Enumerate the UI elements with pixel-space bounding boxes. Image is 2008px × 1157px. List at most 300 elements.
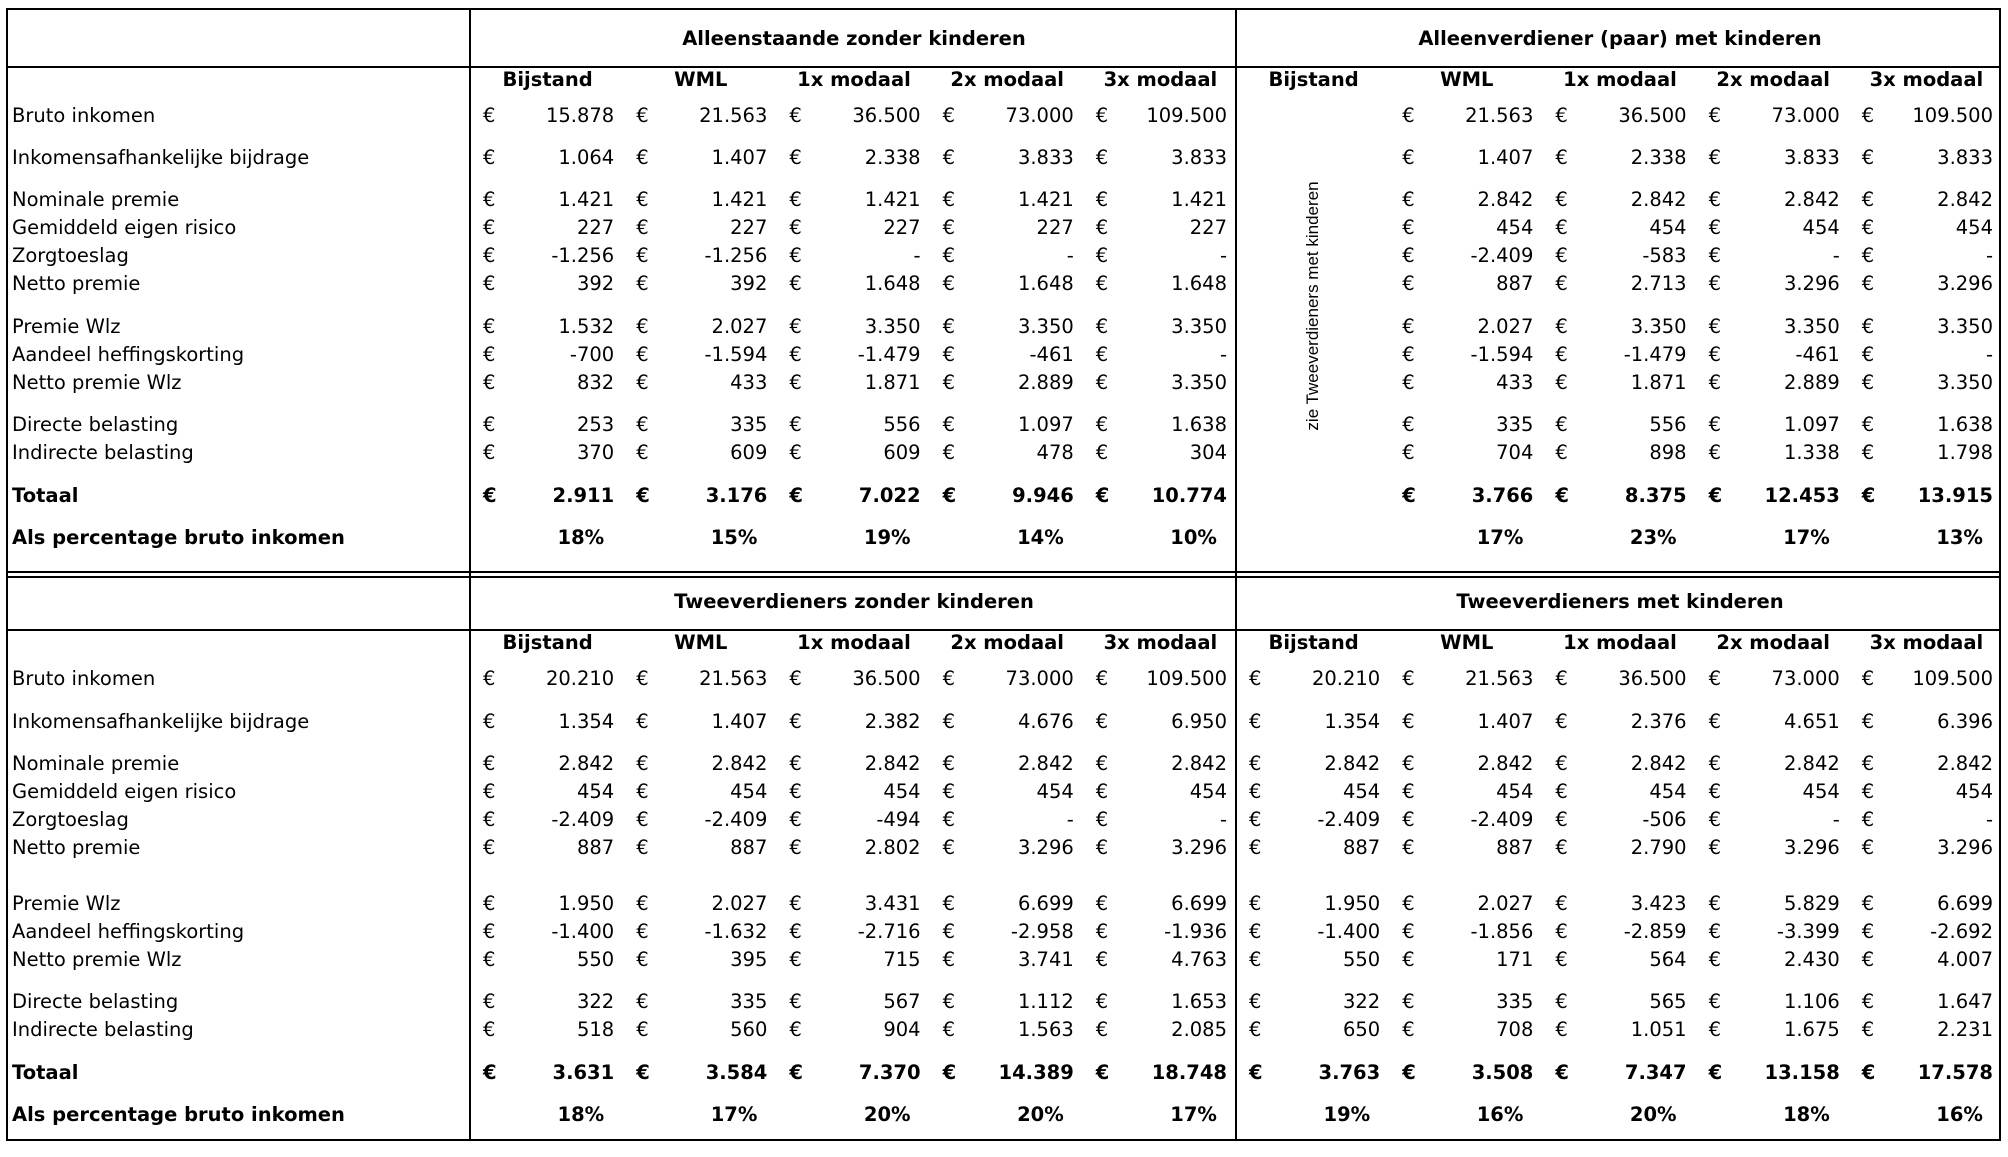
group-title: Tweeverdieners met kinderen <box>1456 590 1784 613</box>
currency-symbol: € <box>789 808 802 831</box>
currency-symbol: € <box>1861 484 1876 507</box>
value-cell: 9.946 <box>1012 484 1074 507</box>
currency-symbol: € <box>483 188 496 211</box>
value-cell: 454 <box>1802 216 1840 239</box>
table-block-1 <box>6 8 2001 578</box>
currency-symbol: € <box>1402 1061 1416 1084</box>
value-cell: 3.631 <box>552 1061 615 1084</box>
percentage-cell: 14% <box>1017 526 1064 549</box>
value-cell: 3.296 <box>1783 836 1840 859</box>
currency-symbol: € <box>483 103 496 127</box>
value-cell: 392 <box>576 272 615 295</box>
value-cell: 1.798 <box>1937 441 1993 464</box>
currency-symbol: € <box>1402 710 1415 733</box>
value-cell: -1.856 <box>1470 920 1534 943</box>
currency-symbol: € <box>942 343 956 366</box>
value-cell: 3.296 <box>1171 836 1227 859</box>
row-label-percentage: Als percentage bruto inkomen <box>12 526 345 549</box>
currency-symbol: € <box>483 920 496 943</box>
value-cell: 887 <box>1342 836 1381 859</box>
currency-symbol: € <box>789 371 802 394</box>
currency-symbol: € <box>1861 1061 1876 1084</box>
value-cell: 556 <box>1649 413 1687 436</box>
value-cell: 650 <box>1342 1018 1381 1041</box>
percentage-cell: 16% <box>1476 1103 1524 1126</box>
currency-symbol: € <box>942 836 956 859</box>
value-cell: 1.421 <box>864 188 921 211</box>
currency-symbol: € <box>1095 272 1109 295</box>
row-label-premie_wlz: Premie Wlz <box>12 892 121 915</box>
value-cell: 370 <box>576 441 615 464</box>
currency-symbol: € <box>483 836 496 859</box>
currency-symbol: € <box>1249 948 1262 971</box>
value-cell: 2.842 <box>1630 752 1687 775</box>
percentage-cell: 18% <box>557 526 605 549</box>
currency-symbol: € <box>1861 244 1875 267</box>
value-cell: 1.064 <box>558 146 615 169</box>
value-cell: 4.763 <box>1171 948 1227 971</box>
currency-symbol: € <box>789 1018 802 1041</box>
currency-symbol: € <box>1095 808 1109 831</box>
column-header: WML <box>1440 68 1494 91</box>
value-cell: 433 <box>1496 371 1534 394</box>
value-cell: 227 <box>576 216 615 239</box>
row-label-directe: Directe belasting <box>12 990 179 1013</box>
value-cell: 454 <box>1496 216 1534 239</box>
value-cell: 395 <box>730 948 768 971</box>
currency-symbol: € <box>1861 892 1875 915</box>
currency-symbol: € <box>1249 1061 1263 1084</box>
value-cell: 560 <box>730 1018 768 1041</box>
value-cell: -1.400 <box>1317 920 1381 943</box>
currency-symbol: € <box>789 188 802 211</box>
currency-symbol: € <box>1555 484 1569 507</box>
row-label-iab: Inkomensafhankelijke bijdrage <box>12 146 310 169</box>
column-divider-1 <box>469 10 471 576</box>
currency-symbol: € <box>483 808 496 831</box>
currency-symbol: € <box>1861 948 1875 971</box>
currency-symbol: € <box>1708 371 1722 394</box>
currency-symbol: € <box>1555 667 1568 690</box>
currency-symbol: € <box>1708 188 1722 211</box>
currency-symbol: € <box>1861 808 1875 831</box>
currency-symbol: € <box>1402 892 1415 915</box>
currency-symbol: € <box>1249 990 1262 1013</box>
value-cell: 2.338 <box>864 146 921 169</box>
currency-symbol: € <box>1555 272 1568 295</box>
value-cell: - <box>1985 808 1993 831</box>
currency-symbol: € <box>1095 1061 1110 1084</box>
value-cell: 1.354 <box>1324 710 1381 733</box>
currency-symbol: € <box>1555 343 1568 366</box>
currency-symbol: € <box>636 1061 650 1084</box>
currency-symbol: € <box>1861 216 1875 239</box>
currency-symbol: € <box>789 315 802 338</box>
value-cell: -700 <box>569 343 615 366</box>
value-cell: 887 <box>1496 272 1534 295</box>
currency-symbol: € <box>636 920 649 943</box>
column-header: 3x modaal <box>1869 68 1984 91</box>
currency-symbol: € <box>1861 272 1875 295</box>
currency-symbol: € <box>483 484 497 507</box>
value-cell: - <box>1985 343 1993 366</box>
value-cell: 109.500 <box>1912 667 1993 690</box>
currency-symbol: € <box>1249 892 1262 915</box>
group-title: Alleenstaande zonder kinderen <box>682 27 1026 50</box>
currency-symbol: € <box>789 920 802 943</box>
currency-symbol: € <box>1708 272 1722 295</box>
value-cell: 454 <box>1036 780 1074 803</box>
value-cell: 708 <box>1496 1018 1534 1041</box>
percentage-cell: 17% <box>1783 526 1830 549</box>
value-cell: 2.842 <box>1324 752 1381 775</box>
value-cell: 20.210 <box>1311 667 1381 690</box>
currency-symbol: € <box>636 836 649 859</box>
value-cell: 109.500 <box>1146 667 1227 690</box>
value-cell: 12.453 <box>1764 484 1840 507</box>
value-cell: 1.871 <box>1630 371 1687 394</box>
currency-symbol: € <box>636 244 649 267</box>
currency-symbol: € <box>942 752 956 775</box>
currency-symbol: € <box>483 1061 497 1084</box>
value-cell: - <box>1219 808 1227 831</box>
currency-symbol: € <box>1095 103 1109 127</box>
currency-symbol: € <box>1555 1018 1568 1041</box>
row-label-eigen_risico: Gemiddeld eigen risico <box>12 216 237 239</box>
value-cell: -2.409 <box>1470 808 1534 831</box>
value-cell: 335 <box>1496 990 1534 1013</box>
currency-symbol: € <box>1095 188 1109 211</box>
value-cell: -3.399 <box>1776 920 1840 943</box>
value-cell: 3.350 <box>1783 315 1840 338</box>
column-header: 2x modaal <box>950 68 1064 91</box>
currency-symbol: € <box>1402 484 1416 507</box>
currency-symbol: € <box>483 990 496 1013</box>
value-cell: -494 <box>876 808 921 831</box>
value-cell: 1.051 <box>1630 1018 1687 1041</box>
value-cell: -2.859 <box>1623 920 1687 943</box>
value-cell: 454 <box>1649 216 1687 239</box>
group-title: Alleenverdiener (paar) met kinderen <box>1418 27 1822 50</box>
table-block-2 <box>6 571 2001 1141</box>
currency-symbol: € <box>1249 920 1262 943</box>
currency-symbol: € <box>1402 1018 1415 1041</box>
currency-symbol: € <box>789 667 802 690</box>
value-cell: 6.699 <box>1017 892 1074 915</box>
value-cell: 454 <box>1496 780 1534 803</box>
value-cell: 4.676 <box>1017 710 1074 733</box>
currency-symbol: € <box>1555 188 1568 211</box>
currency-symbol: € <box>1402 780 1415 803</box>
value-cell: 1.638 <box>1937 413 1993 436</box>
row-label-directe: Directe belasting <box>12 413 179 436</box>
currency-symbol: € <box>1555 752 1568 775</box>
currency-symbol: € <box>1095 990 1109 1013</box>
value-cell: 454 <box>1802 780 1840 803</box>
currency-symbol: € <box>1708 1018 1722 1041</box>
currency-symbol: € <box>1402 103 1415 127</box>
value-cell: 2.790 <box>1630 836 1687 859</box>
currency-symbol: € <box>1861 920 1875 943</box>
currency-symbol: € <box>1708 948 1722 971</box>
value-cell: -2.409 <box>1470 244 1534 267</box>
column-header: 2x modaal <box>950 631 1064 654</box>
currency-symbol: € <box>1249 808 1262 831</box>
currency-symbol: € <box>636 667 649 690</box>
column-header: Bijstand <box>502 68 593 91</box>
value-cell: 73.000 <box>1771 103 1840 127</box>
currency-symbol: € <box>1861 371 1875 394</box>
currency-symbol: € <box>1861 752 1875 775</box>
value-cell: 3.350 <box>1171 315 1227 338</box>
value-cell: 1.648 <box>1017 272 1074 295</box>
currency-symbol: € <box>942 146 956 169</box>
column-header: 1x modaal <box>1563 68 1677 91</box>
value-cell: 335 <box>730 990 768 1013</box>
currency-symbol: € <box>1095 892 1109 915</box>
value-cell: 1.407 <box>711 710 768 733</box>
currency-symbol: € <box>636 752 649 775</box>
value-cell: -1.479 <box>1623 343 1687 366</box>
currency-symbol: € <box>789 441 802 464</box>
value-cell: 2.842 <box>1937 188 1993 211</box>
column-header: WML <box>1440 631 1494 654</box>
value-cell: 2.842 <box>1783 752 1840 775</box>
value-cell: 14.389 <box>998 1061 1074 1084</box>
row-label-heffingskorting: Aandeel heffingskorting <box>12 343 245 366</box>
row-label-indirecte: Indirecte belasting <box>12 1018 194 1041</box>
percentage-cell: 16% <box>1936 1103 1983 1126</box>
currency-symbol: € <box>1402 948 1415 971</box>
currency-symbol: € <box>942 1061 957 1084</box>
currency-symbol: € <box>1249 667 1262 690</box>
currency-symbol: € <box>1861 836 1875 859</box>
percentage-cell: 17% <box>1476 526 1524 549</box>
currency-symbol: € <box>1861 413 1875 436</box>
currency-symbol: € <box>636 343 649 366</box>
currency-symbol: € <box>1708 1061 1723 1084</box>
value-cell: - <box>1219 343 1227 366</box>
currency-symbol: € <box>1861 990 1875 1013</box>
value-cell: 1.563 <box>1017 1018 1074 1041</box>
value-cell: 898 <box>1649 441 1687 464</box>
value-cell: 887 <box>576 836 615 859</box>
value-cell: - <box>913 244 921 267</box>
row-label-heffingskorting: Aandeel heffingskorting <box>12 920 245 943</box>
currency-symbol: € <box>1555 371 1568 394</box>
row-label-premie_wlz: Premie Wlz <box>12 315 121 338</box>
value-cell: 1.407 <box>1477 710 1534 733</box>
value-cell: 1.647 <box>1937 990 1993 1013</box>
value-cell: 2.911 <box>552 484 615 507</box>
currency-symbol: € <box>483 892 496 915</box>
currency-symbol: € <box>1708 667 1722 690</box>
currency-symbol: € <box>942 441 956 464</box>
currency-symbol: € <box>1402 244 1415 267</box>
value-cell: 433 <box>730 371 768 394</box>
percentage-cell: 10% <box>1170 526 1217 549</box>
value-cell: 550 <box>576 948 615 971</box>
currency-symbol: € <box>483 1018 496 1041</box>
currency-symbol: € <box>1095 244 1109 267</box>
currency-symbol: € <box>789 272 802 295</box>
currency-symbol: € <box>636 216 649 239</box>
currency-symbol: € <box>1402 315 1415 338</box>
currency-symbol: € <box>1555 244 1568 267</box>
value-cell: 2.027 <box>711 315 768 338</box>
currency-symbol: € <box>636 710 649 733</box>
value-cell: 3.350 <box>864 315 921 338</box>
currency-symbol: € <box>789 343 802 366</box>
percentage-cell: 15% <box>710 526 758 549</box>
currency-symbol: € <box>636 808 649 831</box>
row-label-totaal: Totaal <box>12 484 79 507</box>
percentage-cell: 17% <box>1170 1103 1217 1126</box>
currency-symbol: € <box>1095 371 1109 394</box>
currency-symbol: € <box>483 146 496 169</box>
value-cell: 227 <box>730 216 768 239</box>
value-cell: -583 <box>1642 244 1687 267</box>
currency-symbol: € <box>789 836 802 859</box>
row-label-totaal: Totaal <box>12 1061 79 1084</box>
value-cell: 1.648 <box>864 272 921 295</box>
currency-symbol: € <box>1249 836 1262 859</box>
value-cell: 564 <box>1649 948 1687 971</box>
value-cell: 1.675 <box>1783 1018 1840 1041</box>
currency-symbol: € <box>1095 484 1110 507</box>
value-cell: 454 <box>1649 780 1687 803</box>
value-cell: 454 <box>730 780 768 803</box>
value-cell: 2.027 <box>1477 892 1534 915</box>
value-cell: 2.842 <box>1017 752 1074 775</box>
value-cell: 3.350 <box>1630 315 1687 338</box>
value-cell: 3.431 <box>864 892 921 915</box>
column-divider-2 <box>1235 10 1237 576</box>
value-cell: -1.479 <box>857 343 921 366</box>
row-label-nominale: Nominale premie <box>12 188 180 211</box>
currency-symbol: € <box>1708 710 1722 733</box>
currency-symbol: € <box>1708 752 1722 775</box>
value-cell: 1.112 <box>1017 990 1074 1013</box>
value-cell: 2.842 <box>864 752 921 775</box>
column-divider-1 <box>469 573 471 1139</box>
currency-symbol: € <box>1708 343 1722 366</box>
value-cell: 704 <box>1496 441 1534 464</box>
currency-symbol: € <box>1708 103 1722 127</box>
value-cell: 1.950 <box>1324 892 1381 915</box>
value-cell: 3.350 <box>1171 371 1227 394</box>
value-cell: -1.594 <box>1470 343 1534 366</box>
value-cell: 1.407 <box>711 146 768 169</box>
value-cell: 2.842 <box>711 752 768 775</box>
group-title: Tweeverdieners zonder kinderen <box>674 590 1034 613</box>
value-cell: -1.400 <box>551 920 615 943</box>
currency-symbol: € <box>636 371 649 394</box>
value-cell: -461 <box>1029 343 1074 366</box>
currency-symbol: € <box>942 710 956 733</box>
value-cell: 2.713 <box>1630 272 1687 295</box>
currency-symbol: € <box>636 892 649 915</box>
currency-symbol: € <box>1555 315 1568 338</box>
value-cell: 6.699 <box>1937 892 1993 915</box>
currency-symbol: € <box>1555 103 1568 127</box>
value-cell: 2.842 <box>558 752 615 775</box>
currency-symbol: € <box>789 892 802 915</box>
currency-symbol: € <box>1095 920 1109 943</box>
value-cell: 3.508 <box>1471 1061 1534 1084</box>
currency-symbol: € <box>1095 343 1109 366</box>
value-cell: 2.842 <box>1937 752 1993 775</box>
value-cell: 567 <box>883 990 921 1013</box>
currency-symbol: € <box>789 484 803 507</box>
value-cell: 18.748 <box>1151 1061 1227 1084</box>
value-cell: 17.578 <box>1917 1061 1993 1084</box>
currency-symbol: € <box>942 188 956 211</box>
value-cell: 1.097 <box>1783 413 1840 436</box>
currency-symbol: € <box>1402 836 1415 859</box>
currency-symbol: € <box>942 948 956 971</box>
percentage-cell: 17% <box>710 1103 758 1126</box>
value-cell: 304 <box>1189 441 1227 464</box>
currency-symbol: € <box>1708 146 1722 169</box>
value-cell: 227 <box>1036 216 1074 239</box>
currency-symbol: € <box>789 1061 803 1084</box>
currency-symbol: € <box>636 948 649 971</box>
value-cell: 13.915 <box>1917 484 1993 507</box>
currency-symbol: € <box>1555 1061 1569 1084</box>
value-cell: 36.500 <box>852 667 921 690</box>
value-cell: 518 <box>576 1018 615 1041</box>
value-cell: 3.833 <box>1937 146 1993 169</box>
lastendruk-table <box>6 8 2001 1148</box>
value-cell: 3.350 <box>1937 371 1993 394</box>
currency-symbol: € <box>1861 1018 1875 1041</box>
value-cell: 1.950 <box>558 892 615 915</box>
currency-symbol: € <box>1402 990 1415 1013</box>
column-header: WML <box>674 68 728 91</box>
currency-symbol: € <box>789 948 802 971</box>
value-cell: 887 <box>730 836 768 859</box>
value-cell: 904 <box>883 1018 921 1041</box>
currency-symbol: € <box>1861 710 1875 733</box>
value-cell: 20.210 <box>545 667 615 690</box>
currency-symbol: € <box>483 710 496 733</box>
currency-symbol: € <box>1402 343 1415 366</box>
currency-symbol: € <box>483 315 496 338</box>
value-cell: - <box>1832 808 1840 831</box>
value-cell: - <box>1985 244 1993 267</box>
currency-symbol: € <box>942 892 956 915</box>
value-cell: 3.741 <box>1017 948 1074 971</box>
currency-symbol: € <box>789 780 802 803</box>
value-cell: 1.421 <box>558 188 615 211</box>
currency-symbol: € <box>1708 892 1722 915</box>
currency-symbol: € <box>1095 146 1109 169</box>
row-label-indirecte: Indirecte belasting <box>12 441 194 464</box>
currency-symbol: € <box>1861 146 1875 169</box>
currency-symbol: € <box>636 780 649 803</box>
value-cell: 10.774 <box>1151 484 1227 507</box>
currency-symbol: € <box>1708 244 1722 267</box>
column-divider-2 <box>1235 573 1237 1139</box>
value-cell: 478 <box>1036 441 1074 464</box>
currency-symbol: € <box>636 146 649 169</box>
value-cell: 4.651 <box>1783 710 1840 733</box>
currency-symbol: € <box>636 441 649 464</box>
currency-symbol: € <box>1402 272 1415 295</box>
currency-symbol: € <box>483 216 496 239</box>
currency-symbol: € <box>1095 710 1109 733</box>
